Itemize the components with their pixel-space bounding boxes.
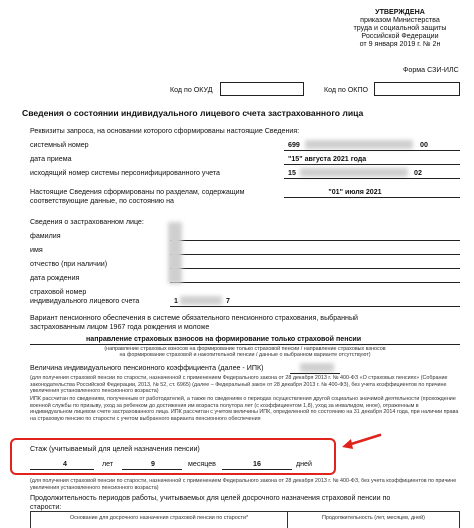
variant-underline [30, 344, 460, 345]
redacted-ipk-value [300, 363, 334, 372]
redacted-personal-data [168, 222, 182, 284]
document-title: Сведения о состоянии индивидуального лицевого счета застрахованного лица [22, 108, 364, 118]
patronymic-underline [170, 268, 460, 269]
redacted-outgoing-number [300, 168, 408, 177]
approval-line: от 9 января 2019 г. № 2н [359, 40, 441, 48]
snils-value-end: 7 [226, 297, 230, 305]
formed-date-underline [284, 197, 460, 198]
table-col-duration: Продолжительность (лет, месяцев, дней) [322, 515, 425, 521]
variant-note-line-1: (направление страховых взносов на формирование только страховой пенсии / направление страховых взносов [104, 346, 386, 352]
approval-line: труда и социальной защиты [353, 24, 447, 32]
okpo-field [374, 82, 460, 96]
table-col-basis: Основание для досрочного назначения страховой пенсии по старости* [69, 515, 249, 521]
outgoing-number-underline [284, 178, 460, 179]
patronymic-label: отчество (при наличии) [30, 260, 108, 268]
surname-label: фамилия [30, 232, 61, 240]
outgoing-number-label: исходящий номер системы персонифицированного учета [30, 169, 220, 177]
birth-date-label: дата рождения [30, 274, 80, 282]
stazh-note: (для получения страховой пенсии по старости, назначенной с применением Федерального закона от 28 декабря 2013 г. № 400-ФЗ, без учета коэффициентов по причине увеличения установленного пенсионного возраста) [30, 478, 457, 491]
formed-line-1: Настоящие Сведения сформированы по разделам, содержащим [30, 188, 245, 196]
sys-number-value-start: 699 [288, 141, 300, 149]
okud-field [220, 82, 304, 96]
snils-value-start: 1 [174, 297, 178, 305]
date-received-underline [284, 164, 460, 165]
sys-number-underline [284, 150, 460, 151]
redacted-snils [180, 296, 222, 305]
stazh-months-label: месяцев [188, 460, 216, 468]
snils-label-line-1: страховой номер [30, 288, 87, 296]
date-received-value: "15" августа 2021 года [288, 155, 367, 163]
surname-underline [170, 240, 460, 241]
variant-value: направление страховых взносов на формирование только страховой пенсии [86, 335, 362, 343]
outgoing-number-end: 02 [414, 169, 422, 177]
stazh-years-label: лет [102, 460, 114, 468]
stazh-label: Стаж (учитываемый для целей назначения пенсии) [30, 445, 200, 453]
variant-line-2: застрахованным лицом 1967 года рождения и моложе [30, 323, 210, 331]
date-received-label: дата приема [30, 155, 72, 163]
stazh-days-value: 16 [253, 460, 261, 468]
name-underline [170, 254, 460, 255]
name-label: имя [30, 246, 43, 254]
early-line-2: старости: [30, 503, 62, 511]
form-label: Форма СЗИ-ИЛС [403, 66, 459, 74]
ipk-note: (для получения страховой пенсии по старости, назначенной с применением Федерального закона от 28 декабря 2013 г. № 400-ФЗ «О страховых пенсиях» (Собрание законодательства Российской Федерации, 2013, № 52, ст. 6965) (далее – Федеральный закон от 28 декабря 2013 г. № 400-ФЗ), без учета коэффициентов по причине увеличения установленного пенсионного возраста) [30, 375, 448, 394]
approval-title: УТВЕРЖДЕНА [375, 8, 425, 16]
snils-underline [170, 306, 460, 307]
sys-number-label: системный номер [30, 141, 89, 149]
approval-line: приказом Министерства [360, 16, 440, 24]
okud-label: Код по ОКУД [170, 86, 213, 94]
early-line-1: Продолжительность периодов работы, учитываемых для целей досрочного назначения страховой пенсии по [30, 494, 391, 502]
stazh-years-value: 4 [63, 460, 67, 468]
stazh-days-underline [222, 469, 292, 470]
snils-label-line-2: индивидуального лицевого счета [30, 297, 140, 305]
okpo-label: Код по ОКПО [324, 86, 369, 94]
ipk-label: Величина индивидуального пенсионного коэффициента (далее - ИПК) [30, 364, 264, 372]
sys-number-value-end: 00 [420, 141, 428, 149]
stazh-months-value: 9 [151, 460, 155, 468]
redacted-sys-number [305, 140, 413, 149]
pointer-arrow-icon [340, 432, 382, 452]
approval-line: Российской Федерации [361, 32, 439, 40]
formed-date: "01" июля 2021 [328, 188, 382, 196]
variant-line-1: Вариант пенсионного обеспечения в системе обязательного пенсионного страхования, выбранный [30, 314, 359, 322]
insured-heading: Сведения о застрахованном лице: [30, 218, 144, 226]
request-heading: Реквизиты запроса, на основании которого сформированы настоящие Сведения: [30, 127, 300, 135]
variant-note-line-2: на формирование страховой и накопительной пенсии / данные о выбранном варианте отсутствуют) [119, 352, 371, 358]
ipk-underline [290, 373, 340, 374]
ipk-calculation-note: ИПК рассчитан по сведениям, полученным от работодателей, а также по сведениям о периодах осуществления другой социально значимой деятельности (прохождение военной службы по призыву, уход за ребенком до достижения им возраста полутора лет (с коэффициентом 1,8), уход за инвалидом, иное), отраженным в индивидуальном лицевом счете застрахованного лица. ИПК рассчитан с учетом величины ИПК, определенной по состоянию на 31 декабря 2014 года, при наличии права на страховую пенсию по старости с учетом выбранного варианта пенсионного обеспечения [30, 396, 459, 422]
birth-date-underline [170, 282, 460, 283]
stazh-months-underline [122, 469, 182, 470]
outgoing-number-start: 15 [288, 169, 296, 177]
stazh-days-label: дней [296, 460, 312, 468]
stazh-years-underline [30, 469, 94, 470]
formed-line-2: соответствующие данные, по состоянию на [30, 197, 174, 205]
